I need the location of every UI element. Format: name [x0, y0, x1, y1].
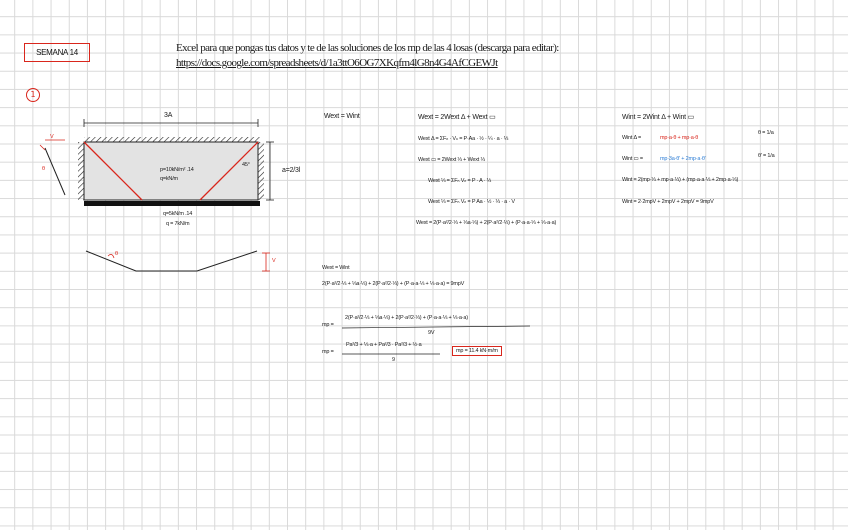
mp-label-1: mp = — [322, 322, 334, 328]
week-tag: SEMANA 14 — [24, 43, 90, 62]
corner-angle-label: 45° — [242, 162, 250, 168]
lower-expanded-eq: 2(P·a²/2·⅓ + ⅓a·⅓) + 2(P·a²/2·⅓) + (P·a·a·⅓ + ⅓·a·a) = 9mpV — [322, 281, 465, 287]
mp-denominator-2: 9 — [392, 357, 395, 363]
problem-number: 1 — [26, 88, 40, 102]
wext-part2-eq: Wext ⅓ = ΣFₙ Vₙ = P Aa · ½ · ⅓ · a · V — [428, 199, 515, 205]
wext-trapezoid-eq: Wext ▭ = 2Wext ⅓ + Wext ⅓ — [418, 157, 485, 163]
theta-def: θ = 1/a — [758, 130, 774, 136]
right-dimension-label: a=2/3l — [282, 167, 301, 174]
top-support-hatch — [84, 137, 260, 142]
fraction-bar-1 — [342, 326, 530, 328]
support-label: q=5kN/m .14 — [163, 211, 193, 217]
left-angle-label: θ — [42, 166, 45, 172]
mp-numerator-2: Pa²/3 + ⅓·a + Pa²/3 · Pa²/3 + ½·a — [346, 342, 422, 348]
wext-triangle-eq: Wext Δ = ΣFₙ · Vₙ = P·Aa · ½ · ¼ · a · ⅓ — [418, 136, 509, 142]
bottom-v-label: V — [272, 258, 276, 264]
wint-result-eq: Wint = 2·2mpV + 2mpV + 2mpV = 9mpV — [622, 199, 714, 205]
top-dimension-label: 3A — [164, 112, 173, 119]
mp-label-2: mp = — [322, 349, 334, 355]
bottom-theta-label: θ — [115, 251, 118, 257]
mp-numerator-1: 2(P·a²/2·⅓ + ⅓a·⅓) + 2(P·a²/2·⅓) + (P·a·a·⅓ + ⅓·a·a) — [345, 315, 468, 321]
lower-work-equality: Wext = Wint — [322, 265, 350, 271]
wext-expanded-eq: Wext = 2(P·a²/2·⅓ + ⅓a·⅓) + 2(P·a²/2·⅓) + (P·a·a·⅓ + ⅓·a·a) — [416, 220, 557, 226]
left-v-label: V — [50, 134, 54, 140]
load-label-2: q=kN/m — [160, 176, 178, 182]
left-rotation-line — [45, 148, 65, 195]
wint-total-eq: Wint = 2Wint Δ + Wint ▭ — [622, 114, 695, 121]
wext-part1-eq: Wext ⅓ = ΣFₙ Vₙ = P · A · ⅓ — [428, 178, 492, 184]
work-equality-eq: Wext = Wint — [324, 113, 360, 120]
mp-denominator-1: 9V — [428, 330, 435, 336]
wint-trapezoid-eq: mp·3a·θ' + 2mp·a·θ' — [660, 156, 706, 162]
left-support-hatch — [78, 142, 84, 200]
spreadsheet-link[interactable]: https://docs.google.com/spreadsheets/d/1a3ttO6OG7XKqfm4lG8n4G4AfCGEWJt — [176, 57, 498, 69]
theta-prime-def: θ' = 1/a — [758, 153, 775, 159]
wint-expanded-eq: Wint = 2(mp·⅓ + mp·a·⅓) + (mp·a·a·⅓ + 2mp·a·⅓) — [622, 177, 739, 183]
header-text: Excel para que pongas tus datos y te de las soluciones de los mp de las 4 losas (descarga para editar): — [176, 42, 559, 54]
bottom-beam — [84, 201, 260, 206]
wext-total-eq: Wext = 2Wext Δ + Wext ▭ — [418, 114, 496, 121]
right-support-hatch — [258, 142, 264, 200]
wint-trapezoid-label: Wint ▭ = — [622, 156, 643, 162]
support-label-2: q = 7kN/m — [166, 221, 190, 227]
load-label: p=10kN/m² .14 — [160, 167, 194, 173]
wint-triangle-eq: mp·a·θ + mp·a·θ — [660, 135, 699, 141]
mp-result-box: mp = 11.4 kN·m/m — [452, 346, 502, 356]
deflection-shape — [86, 251, 257, 271]
wint-triangle-label: Wint Δ = — [622, 135, 642, 141]
